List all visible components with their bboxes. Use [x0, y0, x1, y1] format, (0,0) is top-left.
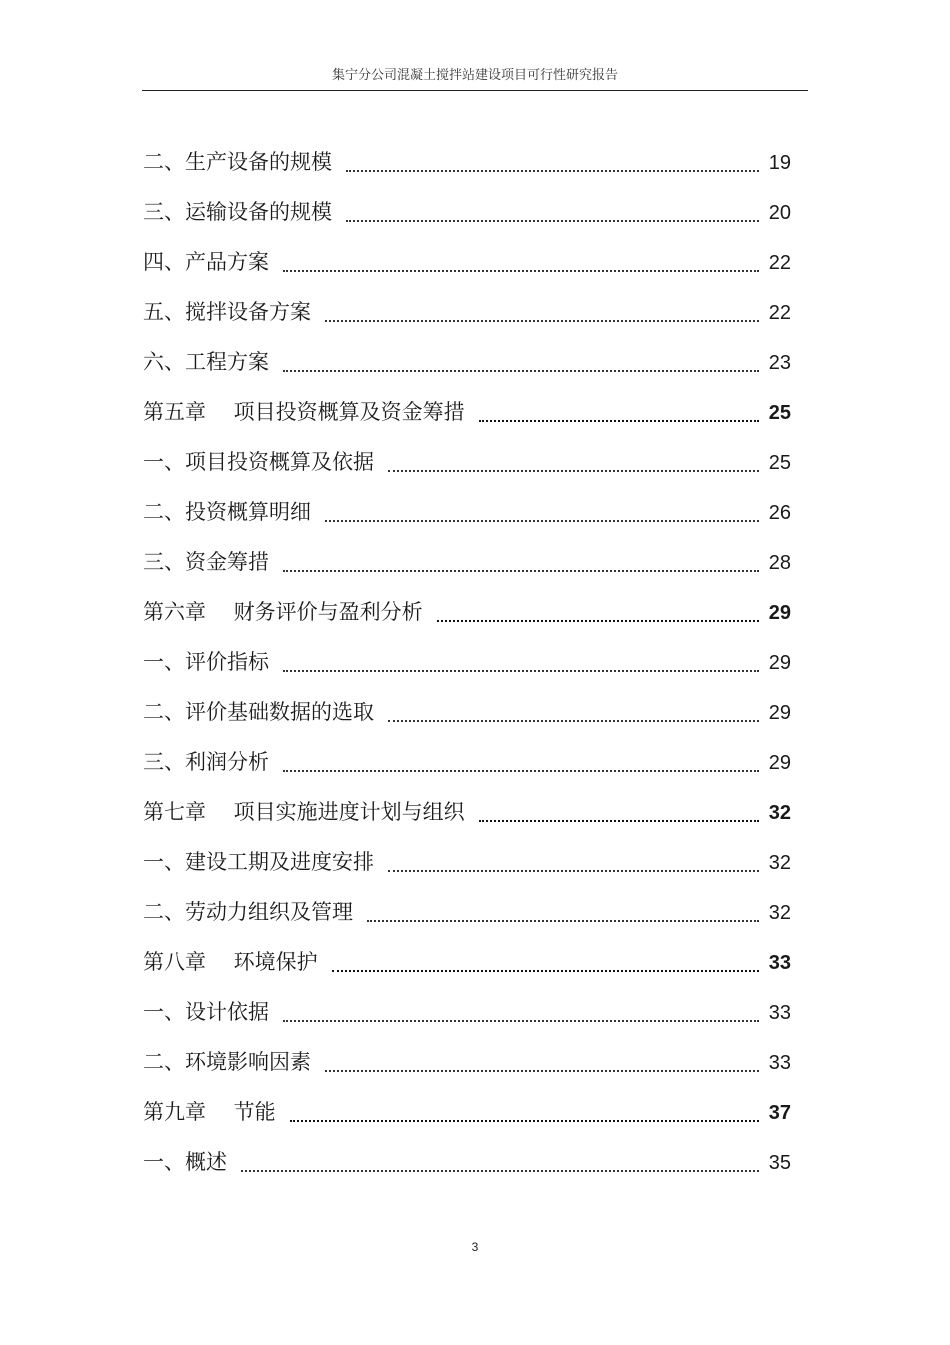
toc-dot-leader [479, 398, 759, 422]
toc-entry-page-number: 32 [768, 902, 791, 924]
toc-section-entry[interactable] [143, 848, 795, 898]
toc-entry-page-number: 29 [768, 702, 791, 724]
toc-entry-page-number: 26 [768, 502, 791, 524]
toc-entry-page-number: 25 [768, 452, 791, 474]
toc-entry-label: 一、概述 [143, 1150, 227, 1174]
toc-dot-leader [388, 848, 759, 872]
toc-dot-leader [325, 498, 759, 522]
toc-section-entry[interactable] [143, 348, 795, 398]
toc-dot-leader [283, 348, 759, 372]
toc-chapter-entry[interactable] [143, 948, 795, 998]
toc-entry-page-number: 33 [768, 952, 791, 974]
toc-entry-label: 第九章 节能 [143, 1100, 276, 1124]
toc-section-entry[interactable] [143, 698, 795, 748]
toc-dot-leader [283, 998, 759, 1022]
toc-dot-leader [367, 898, 759, 922]
toc-entry-page-number: 22 [768, 252, 791, 274]
toc-dot-leader [325, 298, 759, 322]
toc-entry-page-number: 25 [768, 402, 791, 424]
toc-entry-label: 三、运输设备的规模 [143, 200, 332, 224]
toc-section-entry[interactable] [143, 1148, 795, 1198]
toc-entry-label: 二、评价基础数据的选取 [143, 700, 374, 724]
toc-section-entry[interactable] [143, 498, 795, 548]
toc-chapter-entry[interactable] [143, 1098, 795, 1148]
toc-entry-page-number: 29 [768, 752, 791, 774]
toc-entry-page-number: 37 [768, 1102, 791, 1124]
toc-section-entry[interactable] [143, 248, 795, 298]
toc-entry-label: 一、项目投资概算及依据 [143, 450, 374, 474]
toc-entry-label: 六、工程方案 [143, 350, 269, 374]
toc-entry-page-number: 29 [768, 652, 791, 674]
toc-entry-label: 一、设计依据 [143, 1000, 269, 1024]
toc-entry-label: 第七章 项目实施进度计划与组织 [143, 800, 465, 824]
toc-entry-page-number: 33 [768, 1052, 791, 1074]
toc-entry-label: 三、利润分析 [143, 750, 269, 774]
toc-entry-label: 二、环境影响因素 [143, 1050, 311, 1074]
running-header: 集宁分公司混凝土搅拌站建设项目可行性研究报告 [331, 68, 618, 83]
toc-entry-label: 第六章 财务评价与盈利分析 [143, 600, 423, 624]
toc-dot-leader [479, 798, 759, 822]
toc-dot-leader [388, 698, 759, 722]
toc-entry-page-number: 20 [768, 202, 791, 224]
toc-section-entry[interactable] [143, 198, 795, 248]
toc-section-entry[interactable] [143, 648, 795, 698]
page-number: 3 [471, 1240, 479, 1254]
toc-dot-leader [346, 198, 759, 222]
toc-dot-leader [437, 598, 759, 622]
toc-section-entry[interactable] [143, 1048, 795, 1098]
toc-dot-leader [290, 1098, 759, 1122]
toc-entry-label: 五、搅拌设备方案 [143, 300, 311, 324]
toc-entry-label: 四、产品方案 [143, 250, 269, 274]
toc-section-entry[interactable] [143, 548, 795, 598]
toc-entry-label: 第八章 环境保护 [143, 950, 318, 974]
toc-entry-page-number: 23 [768, 352, 791, 374]
toc-entry-label: 一、建设工期及进度安排 [143, 850, 374, 874]
toc-entry-label: 一、评价指标 [143, 650, 269, 674]
toc-section-entry[interactable] [143, 998, 795, 1048]
header-rule [142, 90, 808, 91]
toc-dot-leader [283, 648, 759, 672]
toc-section-entry[interactable] [143, 148, 795, 198]
toc-dot-leader [283, 548, 759, 572]
toc-entry-page-number: 32 [768, 802, 791, 824]
toc-chapter-entry[interactable] [143, 598, 795, 648]
toc-dot-leader [388, 448, 759, 472]
toc-entry-label: 二、劳动力组织及管理 [143, 900, 353, 924]
toc-section-entry[interactable] [143, 448, 795, 498]
toc-entry-page-number: 33 [768, 1002, 791, 1024]
toc-entry-page-number: 28 [768, 552, 791, 574]
toc-section-entry[interactable] [143, 898, 795, 948]
toc-entry-page-number: 19 [768, 152, 791, 174]
toc-entry-page-number: 29 [768, 602, 791, 624]
toc-entry-page-number: 22 [768, 302, 791, 324]
toc-entry-label: 第五章 项目投资概算及资金筹措 [143, 400, 465, 424]
toc-entry-page-number: 32 [768, 852, 791, 874]
toc-section-entry[interactable] [143, 748, 795, 798]
table-of-contents [143, 148, 795, 1198]
toc-section-entry[interactable] [143, 298, 795, 348]
toc-chapter-entry[interactable] [143, 398, 795, 448]
toc-entry-label: 三、资金筹措 [143, 550, 269, 574]
toc-dot-leader [332, 948, 759, 972]
toc-dot-leader [283, 748, 759, 772]
toc-chapter-entry[interactable] [143, 798, 795, 848]
toc-dot-leader [283, 248, 759, 272]
toc-dot-leader [241, 1148, 759, 1172]
toc-dot-leader [346, 148, 759, 172]
toc-entry-label: 二、生产设备的规模 [143, 150, 332, 174]
toc-dot-leader [325, 1048, 759, 1072]
toc-entry-label: 二、投资概算明细 [143, 500, 311, 524]
toc-entry-page-number: 35 [768, 1152, 791, 1174]
